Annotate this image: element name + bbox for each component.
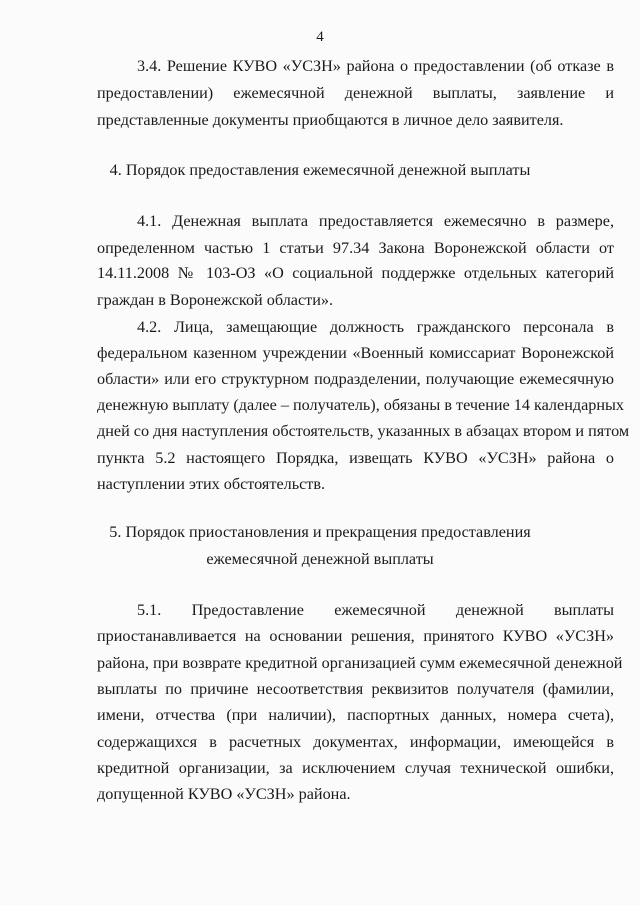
paragraph-3-4-line-2: предоставлении) ежемесячной денежной выплаты, заявление и xyxy=(97,84,614,102)
section-5-heading-line-2: ежемесячной денежной выплаты xyxy=(206,550,434,568)
paragraph-4-1-line-2: определенном частью 1 статьи 97.34 Закона Воронежской области от xyxy=(97,239,614,257)
paragraph-5-1-line-7: кредитной организации, за исключением случая технической ошибки, xyxy=(97,759,614,777)
paragraph-5-1-line-2: приостанавливается на основании решения, принятого КУВО «УСЗН» xyxy=(97,627,614,645)
paragraph-4-1-line-3: 14.11.2008 № 103-ОЗ «О социальной поддержке отдельных категорий xyxy=(97,264,614,282)
paragraph-4-2-line-3: области» или его структурном подразделении, получающие ежемесячную xyxy=(97,370,614,388)
section-4-heading: 4. Порядок предоставления ежемесячной денежной выплаты xyxy=(109,161,531,179)
paragraph-4-1-line-4: граждан в Воронежской области». xyxy=(97,291,334,309)
page-number: 4 xyxy=(316,29,324,45)
paragraph-5-1-line-6: содержащихся в расчетных документах, информации, имеющейся в xyxy=(97,733,614,751)
paragraph-3-4-line-3: представленные документы приобщаются в личное дело заявителя. xyxy=(97,111,564,129)
paragraph-4-2-line-5: дней со дня наступления обстоятельств, указанных в абзацах втором и пятом xyxy=(97,422,630,440)
paragraph-4-2-line-6: пункта 5.2 настоящего Порядка, извещать КУВО «УСЗН» района о xyxy=(97,449,614,467)
paragraph-5-1-line-3: района, при возврате кредитной организацией сумм ежемесячной денежной xyxy=(97,654,623,672)
paragraph-4-1-line-1: 4.1. Денежная выплата предоставляется ежемесячно в размере, xyxy=(137,212,614,230)
paragraph-4-2-line-7: наступлении этих обстоятельств. xyxy=(97,475,326,493)
paragraph-4-2-line-2: федеральном казенном учреждении «Военный комиссариат Воронежской xyxy=(97,344,614,362)
paragraph-5-1-line-1: 5.1. Предоставление ежемесячной денежной выплаты xyxy=(137,601,614,619)
paragraph-5-1-line-5: имени, отчества (при наличии), паспортных данных, номера счета), xyxy=(97,706,614,724)
section-5-heading-line-1: 5. Порядок приостановления и прекращения предоставления xyxy=(109,523,531,541)
paragraph-4-2-line-4: денежную выплату (далее – получатель), обязаны в течение 14 календарных xyxy=(97,396,625,414)
paragraph-3-4-line-1: 3.4. Решение КУВО «УСЗН» района о предоставлении (об отказе в xyxy=(137,57,614,75)
paragraph-4-2-line-1: 4.2. Лица, замещающие должность гражданского персонала в xyxy=(137,318,614,336)
paragraph-5-1-line-8: допущенной КУВО «УСЗН» района. xyxy=(97,785,351,803)
paragraph-5-1-line-4: выплаты по причине несоответствия реквизитов получателя (фамилии, xyxy=(97,680,614,698)
